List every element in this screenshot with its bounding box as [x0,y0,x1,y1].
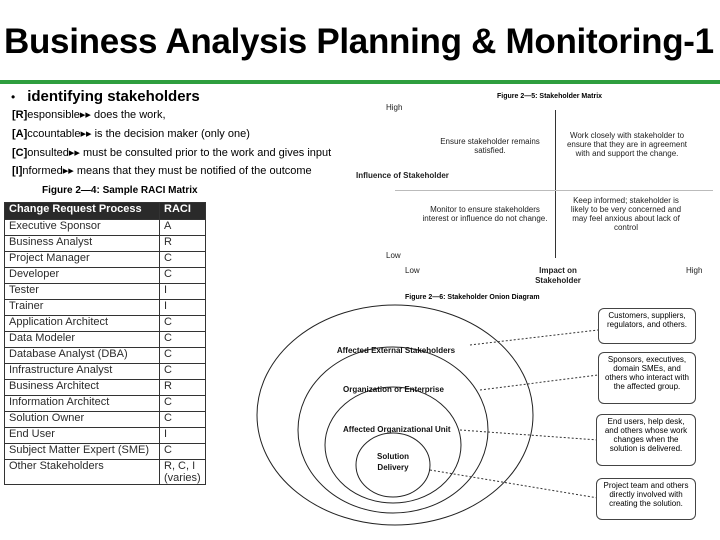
raci-code-cell: R [160,380,206,396]
raci-definition-c: [C]onsulted▸▸ must be consulted prior to the work and gives input [12,147,332,159]
raci-code-cell: C [160,412,206,428]
raci-role-cell: Infrastructure Analyst [5,364,160,380]
matrix-quadrant-top-right: Work closely with stakeholder to ensure that they are in agreement with and support the change. [566,131,688,158]
raci-role-cell: Database Analyst (DBA) [5,348,160,364]
raci-role-cell: Information Architect [5,396,160,412]
raci-code-cell: C [160,316,206,332]
matrix-quadrant-bottom-left: Monitor to ensure stakeholders interest or influence do not change. [422,205,548,223]
matrix-y-axis-label: Influence of Stakeholder [356,171,449,180]
raci-role-cell: Business Architect [5,380,160,396]
raci-code-cell: C [160,332,206,348]
callout-connector-3 [460,430,598,440]
raci-code-cell: C [160,444,206,460]
raci-code-cell: I [160,428,206,444]
raci-role-cell: Business Analyst [5,236,160,252]
raci-code-cell: C [160,396,206,412]
callout-connector-2 [480,375,598,390]
callout-connector-1 [470,330,598,345]
onion-label-unit: Affected Organizational Unit [343,425,451,434]
onion-callout-external: Customers, suppliers, regulators, and others. [598,308,696,344]
onion-ring-unit [325,387,461,503]
onion-callout-unit: End users, help desk, and others whose work changes when the solution is delivered. [596,414,696,466]
raci-code-cell: C [160,268,206,284]
raci-role-cell: Tester [5,284,160,300]
raci-figure-caption: Figure 2—4: Sample RACI Matrix [42,185,198,196]
raci-role-cell: Solution Owner [5,412,160,428]
raci-code-cell: I [160,284,206,300]
raci-role-cell: Project Manager [5,252,160,268]
matrix-y-high-label: High [386,103,403,112]
raci-definition-a: [A]ccountable▸▸ is the decision maker (only one) [12,128,250,140]
matrix-quadrant-bottom-right: Keep informed; stakeholder is likely to be very concerned and may feel anxious about lack of control [570,196,682,232]
column-header-raci: RACI [160,203,206,220]
onion-label-external: Affected External Stakeholders [336,346,456,355]
matrix-quadrant-top-left: Ensure stakeholder remains satisfied. [440,137,540,155]
bullet-icon: • [11,90,16,104]
matrix-figure-caption: Figure 2—5: Stakeholder Matrix [497,93,603,100]
onion-figure-caption: Figure 2—6: Stakeholder Onion Diagram [405,294,540,301]
onion-ring-external [257,305,533,525]
raci-code-cell: R, C, I (varies) [160,460,206,485]
onion-label-organization: Organization or Enterprise [343,385,444,394]
raci-role-cell: Application Architect [5,316,160,332]
matrix-y-low-label: Low [386,251,401,260]
raci-definition-r: [R]esponsible▸▸ does the work, [12,109,166,121]
raci-role-cell: Subject Matter Expert (SME) [5,444,160,460]
matrix-x-axis-label: Impact on Stakeholder [535,266,581,285]
raci-role-cell: Data Modeler [5,332,160,348]
raci-role-cell: End User [5,428,160,444]
bullet-text: identifying stakeholders [27,88,200,105]
raci-role-cell: Other Stakeholders [5,460,160,485]
raci-role-cell: Trainer [5,300,160,316]
matrix-x-high-label: High [686,266,703,275]
matrix-x-low-label: Low [405,266,420,275]
raci-code-cell: A [160,220,206,236]
callout-connector-4 [430,470,598,498]
column-header-process: Change Request Process [5,203,160,220]
onion-label-solution: Solution Delivery [377,452,409,472]
raci-code-cell: C [160,364,206,380]
raci-role-cell: Executive Sponsor [5,220,160,236]
raci-code-cell: R [160,236,206,252]
onion-callout-organization: Sponsors, executives, domain SMEs, and others who interact with the affected group. [598,352,696,404]
slide-title: Business Analysis Planning & Monitoring-1 [4,22,714,61]
raci-code-cell: C [160,348,206,364]
raci-definition-i: [I]nformed▸▸ means that they must be notified of the outcome [12,165,312,177]
raci-code-cell: C [160,252,206,268]
raci-code-cell: I [160,300,206,316]
onion-callout-solution: Project team and others directly involved with creating the solution. [596,478,696,520]
raci-role-cell: Developer [5,268,160,284]
